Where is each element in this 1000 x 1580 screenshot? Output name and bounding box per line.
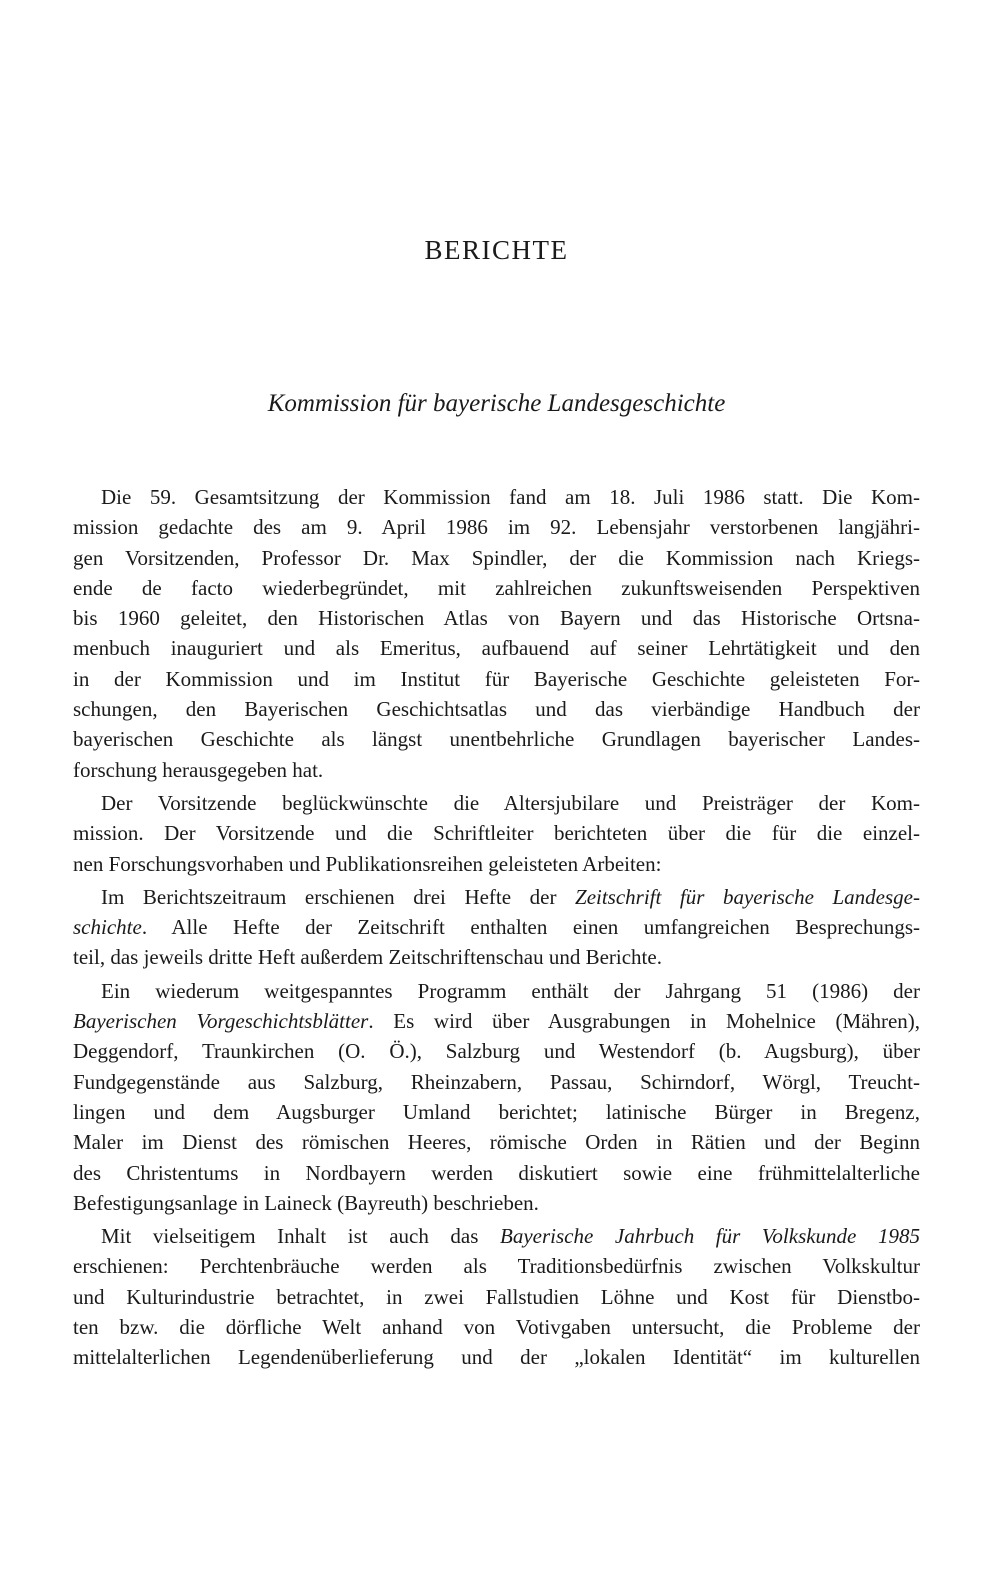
text-line: nen Forschungsvorhaben und Publikationsreihen geleisteten Arbeiten: [73, 851, 662, 876]
text-line: Mit vielseitigem Inhalt ist auch das Bayerische Jahrbuch für Volkskunde 1985 [101, 1224, 920, 1249]
text-line: in der Kommission und im Institut für Bayerische Geschichte geleisteten For- [73, 666, 920, 691]
page-heading: BERICHTE [424, 235, 569, 265]
text-line: Ein wiederum weitgespanntes Programm enthält der Jahrgang 51 (1986) der [101, 978, 920, 1003]
text-line: forschung herausgegeben hat. [73, 757, 324, 782]
journal-title: Bayerische Jahrbuch für Volkskunde 1985 [500, 1224, 920, 1249]
text-line: schungen, den Bayerischen Geschichtsatlas und das vierbändige Handbuch der [73, 697, 920, 722]
text-line: ten bzw. die dörfliche Welt anhand von Votivgaben untersucht, die Probleme der [73, 1315, 920, 1340]
text-line: Der Vorsitzende beglückwünschte die Altersjubilare und Preisträger der Kom- [101, 790, 920, 815]
text-line: Befestigungsanlage in Laineck (Bayreuth) beschrieben. [73, 1190, 539, 1215]
text-line: bayerischen Geschichte als längst unentbehrliche Grundlagen bayerischer Landes- [73, 727, 920, 752]
text-line: und Kulturindustrie betrachtet, in zwei Fallstudien Löhne und Kost für Dienstbo- [73, 1284, 920, 1309]
text-line: mission. Der Vorsitzende und die Schriftleiter berichteten über die für die einzel- [73, 821, 920, 846]
text-line: des Christentums in Nordbayern werden diskutiert sowie eine frühmittelalterliche [73, 1160, 920, 1185]
document-page [73, 0, 920, 1580]
text-line: ende de facto wiederbegründet, mit zahlreichen zukunftsweisenden Perspektiven [73, 575, 920, 600]
journal-title: Zeitschrift für bayerische Landesge- [575, 884, 920, 909]
text-line: Bayerischen Vorgeschichtsblätter. Es wird über Ausgrabungen in Mohelnice (Mähren), [73, 1009, 921, 1034]
text-line: mission gedachte des am 9. April 1986 im 92. Lebensjahr verstorbenen langjähri- [73, 515, 920, 540]
text-line: gen Vorsitzenden, Professor Dr. Max Spindler, der die Kommission nach Kriegs- [73, 545, 920, 570]
text-line: schichte. Alle Hefte der Zeitschrift enthalten einen umfangreichen Besprechungs- [73, 915, 920, 940]
text-line: Maler im Dienst des römischen Heeres, römische Orden in Rätien und der Beginn [73, 1130, 920, 1155]
text-line: menbuch inauguriert und als Emeritus, aufbauend auf seiner Lehrtätigkeit und den [73, 636, 920, 661]
journal-title: schichte [73, 915, 142, 940]
text-line: Fundgegenstände aus Salzburg, Rheinzabern, Passau, Schirndorf, Wörgl, Treucht- [73, 1069, 920, 1094]
text-line: Im Berichtszeitraum erschienen drei Hefte der Zeitschrift für bayerische Landesge- [101, 884, 920, 909]
text-line: Deggendorf, Traunkirchen (O. Ö.), Salzburg und Westendorf (b. Augsburg), über [73, 1039, 920, 1064]
text-line: erschienen: Perchtenbräuche werden als Traditionsbedürfnis zwischen Volkskultur [73, 1254, 920, 1279]
journal-title: Bayerischen Vorgeschichtsblätter [73, 1009, 369, 1034]
text-line: teil, das jeweils dritte Heft außerdem Zeitschriftenschau und Berichte. [73, 945, 662, 970]
text-line: lingen und dem Augsburger Umland berichtet; latinische Bürger in Bregenz, [73, 1099, 920, 1124]
text-line: mittelalterlichen Legendenüberlieferung und der „lokalen Identität“ im kulturellen [73, 1345, 920, 1370]
text-line: bis 1960 geleitet, den Historischen Atlas von Bayern und das Historische Ortsna- [73, 606, 920, 631]
section-title: Kommission für bayerische Landesgeschichte [267, 390, 726, 417]
text-line: Die 59. Gesamtsitzung der Kommission fand am 18. Juli 1986 statt. Die Kom- [101, 485, 920, 509]
body-text [73, 482, 920, 1373]
